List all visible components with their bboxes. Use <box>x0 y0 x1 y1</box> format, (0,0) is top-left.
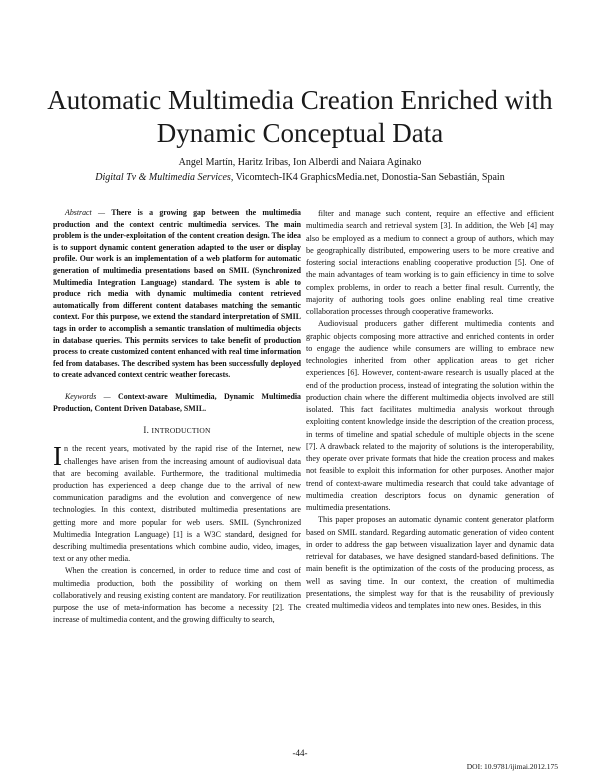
title-line-1: Automatic Multimedia Creation Enriched with <box>47 85 553 115</box>
abstract-text: There is a growing gap between the multimedia production and the context centric multimedia services. The main problem is the under-exploitation of the content creation design. The idea is to support dynamic content generation adapted to the user or display profile. Our work is an implementation of a web platform for automatic generation of multimedia presentations based on SMIL (Synchronized Multimedia Integration Language) standard. The system is able to produce rich media with dynamic multimedia content retrieved automatically from different content databases matching the semantic context. For this purpose, we extend the standard interpretation of SMIL tags in order to accomplish a semantic translation of multimedia objects in database queries. This permits services to take benefit of production process to create customized content enhanced with real time information fed from databases. The described system has been successfully deployed to create advanced context centric weather forecasts. <box>53 208 301 380</box>
section-heading-introduction <box>53 424 301 437</box>
right-column <box>306 208 554 612</box>
section-numeral: I. <box>143 425 150 436</box>
right-paragraph-3: This paper proposes an automatic dynamic content generator platform based on SMIL standard. Regarding automatic generation of video content in order to address the gap between visualization layer and dynamic data retrieval for databases, we have designed standard-based definitions. The main benefit is the optimization of the costs of the producing process, as well as saving time. In our context, the creation of multimedia presentations, the simplest way for that is the reusability of previously created multimedia videos and templates into new ones. Besides, in this <box>306 515 554 610</box>
affiliation-institution: Vicomtech-IK4 GraphicsMedia.net, Donostia-San Sebastián, Spain <box>233 172 505 183</box>
keywords <box>53 391 301 414</box>
authors: Angel Martín, Haritz Iribas, Ion Alberdi and Naiara Aginako <box>178 157 422 168</box>
page-number: -44- <box>292 748 308 758</box>
title-line-2: Dynamic Conceptual Data <box>156 118 444 148</box>
section-title: INTRODUCTION <box>151 426 211 436</box>
left-column <box>53 207 301 626</box>
intro-paragraph-1 <box>53 443 301 565</box>
intro-paragraph-1-text: n the recent years, motivated by the rapid rise of the Internet, new challenges have arisen from the increasing amount of audiovisual data that are becoming available. Furthermore, the traditional multimedia production has experienced a deep change due to the arrival of new communication paradigms and the evolution and convergence of new technologies. In this context, distributed multimedia presentations are getting more and more popular for web users. SMIL (Synchronized Multimedia Integration Language) [1] is a W3C standard, designed for describing multimedia presentations which combine audio, video, images, text or any other media. <box>53 444 301 564</box>
keywords-text: Context-aware Multimedia, Dynamic Multimedia Production, Content Driven Database, SMIL. <box>53 391 301 413</box>
keywords-lead: Keywords — <box>65 391 111 401</box>
affiliation <box>40 171 560 185</box>
doi: DOI: 10.9781/ijimai.2012.175 <box>466 762 558 771</box>
intro-paragraph-2: When the creation is concerned, in order to reduce time and cost of multimedia production, both the possibility of working on them collaboratively and reusing existing content are mandatory. For reutilization purpose the use of meta-information has become a necessity [2]. The increase of multimedia content, and the growing difficulty to search, <box>53 566 301 625</box>
right-paragraph-1: filter and manage such content, require an effective and efficient multimedia search and retrieval system [3]. In addition, the Web [4] may also be employed as a medium to connect a group of authors, which may be geographically distributed, empowering users to be more creative and fostering social interactions enabling cooperative production [5]. One of the main advantages of team working is to gain efficiency in time to solve complex problems, in order to reach a better final result. Currently, the majority of authoring tools goes online enabling real time creative collaboration processes through cooperative frameworks. <box>306 209 554 316</box>
affiliation-group: Digital Tv & Multimedia Services, <box>95 172 234 183</box>
right-paragraph-2: Audiovisual producers gather different multimedia contents and graphic objects composing more attractive and enriched contents in order to engage the audience while consumers are willing to embrace new technologies inherited from other application areas to get richer experiences [6]. However, content-aware research is usually placed at the end of the production process, instead of integrating the solution within the production chain where the different multimedia objects involved are still isolated. This fact facilitates multimedia analysis workout through exploiting content knowledge inside the description of the creation process, in terms of timeline and spatial schedule of multiple objects in the scene [7]. A drawback related to the majority of solutions is the interoperability, they operate over private formats that hide the creation process and makes not feasible to exploit this information for other purposes. Another major trend of context-aware multimedia research that could take advantage of multimedia creation descriptors focus on dynamic generation of multimedia presentations. <box>306 319 554 512</box>
abstract-lead: Abstract — <box>65 208 106 217</box>
abstract <box>53 207 301 381</box>
paper-title <box>40 84 560 150</box>
dropcap: I <box>53 441 62 472</box>
